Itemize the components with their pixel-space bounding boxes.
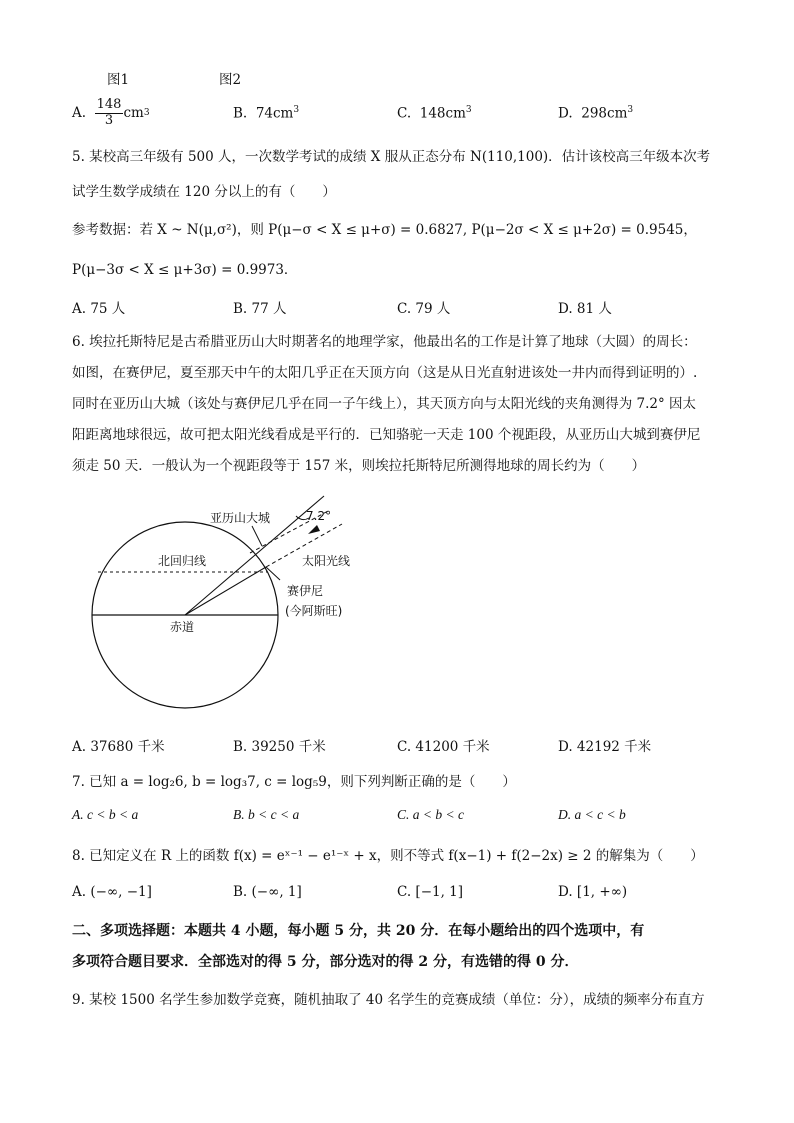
fraction [95,98,124,128]
q5-reference-line2: P(μ−3σ < X ≤ μ+3σ) = 0.9973． [72,262,298,278]
unit-exponent: 3 [627,105,634,115]
q5-stem-line2: 试学生数学成绩在 120 分以上的有（ ） [72,184,336,200]
q8-option-a[interactable]: A. (−∞, −1] [72,884,152,900]
option-c-value: 148cm [419,105,466,122]
q8-option-b[interactable]: B. (−∞, 1] [233,884,302,900]
option-d-label: D. [558,105,573,122]
sunlight-label: 太阳光线 [302,554,351,568]
q6-option-c[interactable]: C. 41200 千米 [397,739,490,755]
q7-option-d[interactable]: D. a < c < b [558,807,626,822]
unit: cm [123,105,144,121]
unit-exponent: 3 [465,105,472,115]
option-a-label: A. [72,105,87,121]
q6-stem-line1: 6. 埃拉托斯特尼是古希腊亚历山大时期著名的地理学家，他最出名的工作是计算了地球（大圆）的周长： [72,334,697,350]
option-d-value: 298cm [581,105,628,122]
q5-option-b[interactable]: B. 77 人 [233,301,287,317]
q5-option-a[interactable]: A. 75 人 [72,301,126,317]
syene-label: 赛伊尼 [287,584,324,598]
section-2-heading-line2: 多项符合题目要求．全部选对的得 5 分，部分选对的得 2 分，有选错的得 0 分． [72,954,579,970]
q5-option-c[interactable]: C. 79 人 [397,301,451,317]
q7-option-b[interactable]: B. b < c < a [233,807,300,822]
option-b-label: B. [233,105,248,122]
tropic-label: 北回归线 [158,554,207,568]
figure-2-label: 图2 [219,72,242,88]
q7-option-c[interactable]: C. a < b < c [397,807,464,822]
q6-stem-line4: 阳距离地球很远，故可把太阳光线看成是平行的．已知骆驼一天走 100 个视距段，从亚历山大城到赛伊尼 [72,427,701,443]
equator-label: 赤道 [170,620,195,634]
q4-option-c[interactable] [397,105,472,122]
angle-label: 7.2° [306,509,332,523]
unit-exponent: 3 [293,105,300,115]
option-c-label: C. [397,105,412,122]
fraction-numerator: 148 [96,97,122,113]
q8-option-d[interactable]: D. [1, +∞) [558,884,628,900]
figure-1-label: 图1 [107,72,130,88]
q6-option-b[interactable]: B. 39250 千米 [233,739,326,755]
q6-stem-line3: 同时在亚历山大城（该处与赛伊尼几乎在同一子午线上），其天顶方向与太阳光线的夹角测得为 7.2° 因太 [72,396,697,412]
q9-stem-line1: 9. 某校 1500 名学生参加数学竞赛，随机抽取了 40 名学生的竞赛成绩（单位：分），成绩的频率分布直方 [72,992,705,1008]
option-b-value: 74cm [255,105,294,122]
section-2-heading-line1: 二、多项选择题：本题共 4 小题，每小题 5 分，共 20 分．在每小题给出的四个选项中，有 [72,923,645,939]
sunlight-arrow-icon [308,525,320,534]
q8-option-c[interactable]: C. [−1, 1] [397,884,464,900]
earth-sunlight-diagram [80,490,380,715]
q6-option-a[interactable]: A. 37680 千米 [72,739,165,755]
q4-option-d[interactable] [558,105,633,122]
unit-exponent: 3 [143,108,150,118]
q7-stem: 7. 已知 a = log₂6, b = log₃7, c = log₅9，则下列判断正确的是（ ） [72,774,516,790]
q6-option-d[interactable]: D. 42192 千米 [558,739,652,755]
q5-reference-line1: 参考数据：若 X ~ N(μ,σ²)，则 P(μ−σ < X ≤ μ+σ) = 0.6827, P(μ−2σ < X ≤ μ+2σ) = 0.9545， [72,222,697,238]
q6-stem-line5: 须走 50 天．一般认为一个视距段等于 157 米，则埃拉托斯特尼所测得地球的周长约为（ ） [72,458,646,474]
q7-option-a[interactable]: A. c < b < a [72,807,139,822]
syene-modern-name-label: (今阿斯旺) [285,604,343,618]
alexandria-pointer [252,526,262,546]
alexandria-label: 亚历山大城 [210,511,271,525]
q8-stem: 8. 已知定义在 R 上的函数 f(x) = eˣ⁻¹ − e¹⁻ˣ + x，则不等式 f(x−1) + f(2−2x) ≥ 2 的解集为（ ） [72,848,704,864]
q5-option-d[interactable]: D. 81 人 [558,301,612,317]
q4-option-b[interactable] [233,105,299,122]
q6-stem-line2: 如图，在赛伊尼，夏至那天中午的太阳几乎正在天顶方向（这是从日光直射进该处一井内而得到证明的）. [72,365,698,381]
syene-radius-line [185,567,266,615]
q4-option-a[interactable] [72,95,150,131]
fraction-denominator: 3 [104,112,114,128]
q5-stem-line1: 5. 某校高三年级有 500 人，一次数学考试的成绩 X 服从正态分布 N(110,100)．估计该校高三年级本次考 [72,149,711,165]
